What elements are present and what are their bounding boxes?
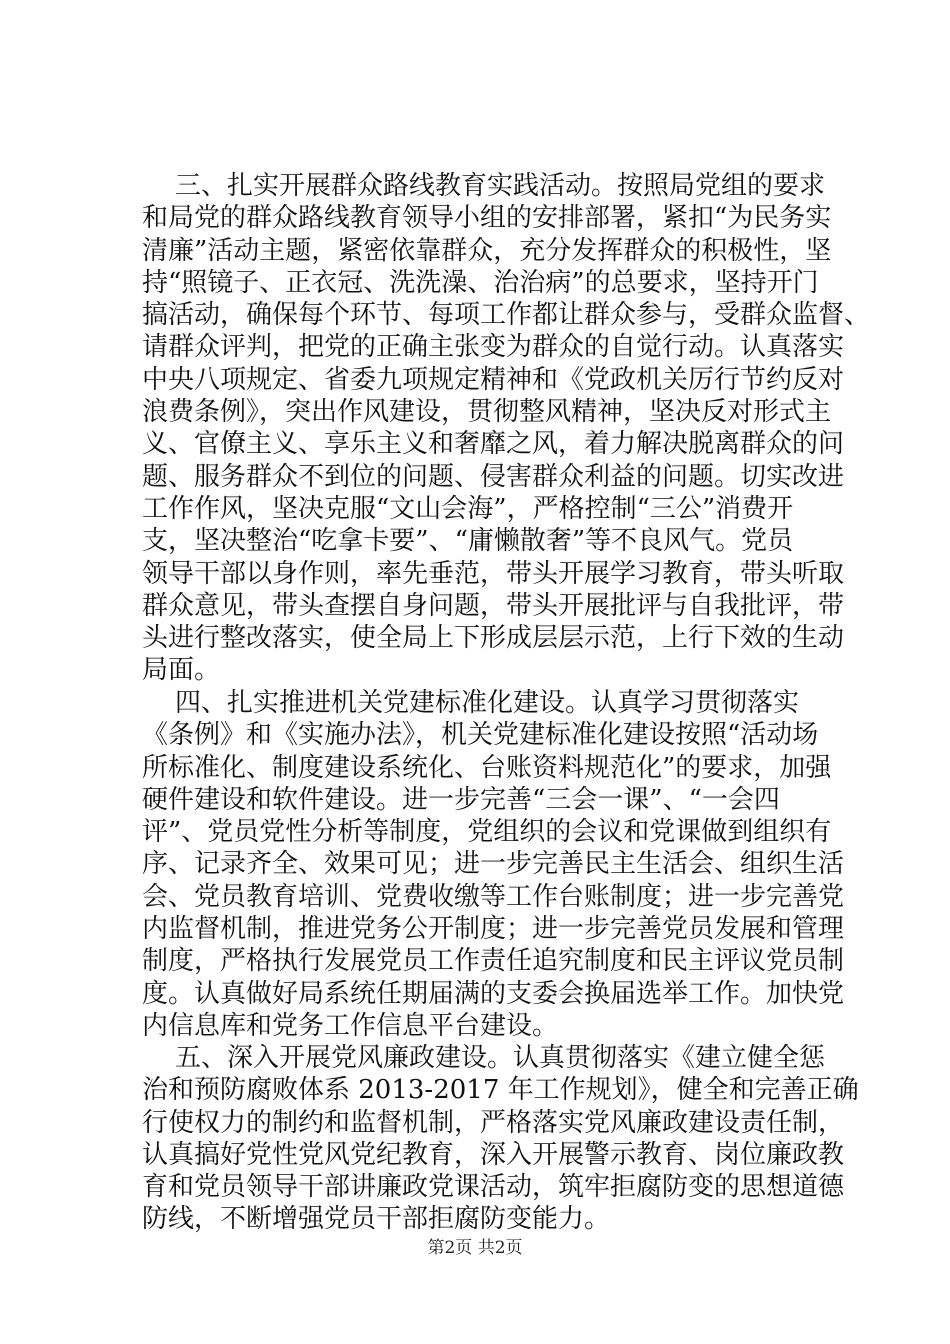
text-line: 四、扎实推进机关党建标准化建设。认真学习贯彻落实 (142, 688, 800, 718)
text-line: 题、服务群众不到位的问题、侵害群众利益的问题。切实改进 (142, 461, 845, 492)
text-line: 所标准化、制度建设系统化、台账资料规范化”的要求，加强 (142, 752, 832, 783)
text-line: 清廉”活动主题，紧密依靠群众，充分发挥群众的积极性，坚 (142, 235, 832, 266)
text-line: 中央八项规定、省委九项规定精神和《党政机关厉行节约反对 (142, 364, 845, 395)
text-line: 请群众评判，把党的正确主张变为群众的自觉行动。认真落实 (142, 332, 845, 363)
text-line: 《条例》和《实施办法》，机关党建标准化建设按照“活动场 (142, 720, 819, 751)
text-line: 领导干部以身作则，率先垂范，带头开展学习教育，带头听取 (142, 558, 845, 589)
text-line: 会、党员教育培训、党费收缴等工作台账制度；进一步完善党 (142, 881, 845, 912)
text-line: 浪费条例》，突出作风建设，贯彻整风精神，坚决反对形式主 (142, 397, 832, 428)
text-line: 局面。 (142, 655, 221, 686)
text-line: 持“照镜子、正衣冠、洗洗澡、治治病”的总要求，坚持开门 (142, 267, 819, 298)
text-line: 制度，严格执行发展党员工作责任追究制度和民主评议党员制 (142, 946, 845, 977)
text-line: 治和预防腐败体系 2013-2017 年工作规划》，健全和完善正确 (142, 1075, 859, 1106)
text-line: 评”、党员党性分析等制度，党组织的会议和党课做到组织有 (142, 817, 832, 848)
text-line: 度。认真做好局系统任期届满的支委会换届选举工作。加快党 (142, 978, 845, 1009)
paragraph-section-four (142, 687, 844, 1042)
text-line: 头进行整改落实，使全局上下形成层层示范，上行下效的生动 (142, 623, 845, 654)
text-line: 三、扎实开展群众路线教育实践活动。按照局党组的要求 (142, 171, 826, 201)
paragraph-section-five (142, 1042, 859, 1236)
paragraph-section-three (142, 170, 870, 687)
text-line: 硬件建设和软件建设。进一步完善“三会一课”、“一会四 (142, 784, 780, 815)
text-line: 内监督机制，推进党务公开制度；进一步完善党员发展和管理 (142, 914, 845, 945)
text-line: 工作作风，坚决克服“文山会海”，严格控制“三公”消费开 (142, 493, 794, 524)
text-line: 五、深入开展党风廉政建设。认真贯彻落实《建立健全惩 (142, 1043, 826, 1073)
page-footer: 第2页 共2页 (427, 1238, 523, 1258)
text-line: 搞活动，确保每个环节、每项工作都让群众参与，受群众监督、 (142, 300, 871, 331)
text-line: 行使权力的制约和监督机制，严格落实党风廉政建设责任制， (142, 1107, 845, 1138)
text-line: 支，坚决整治“吃拿卡要”、“庸懒散奢”等不良风气。党员 (142, 526, 794, 557)
text-line: 认真搞好党性党风党纪教育，深入开展警示教育、岗位廉政教 (142, 1139, 845, 1170)
text-line: 群众意见，带头查摆自身问题，带头开展批评与自我批评，带 (142, 590, 845, 621)
text-line: 和局党的群众路线教育领导小组的安排部署，紧扣“为民务实 (142, 203, 832, 234)
text-line: 育和党员领导干部讲廉政党课活动，筑牢拒腐防变的思想道德 (142, 1172, 845, 1203)
text-line: 防线，不断增强党员干部拒腐防变能力。 (142, 1204, 611, 1235)
text-line: 义、官僚主义、享乐主义和奢靡之风，着力解决脱离群众的问 (142, 429, 845, 460)
text-line: 内信息库和党务工作信息平台建设。 (142, 1010, 559, 1041)
text-line: 序、记录齐全、效果可见；进一步完善民主生活会、组织生活 (142, 849, 845, 880)
